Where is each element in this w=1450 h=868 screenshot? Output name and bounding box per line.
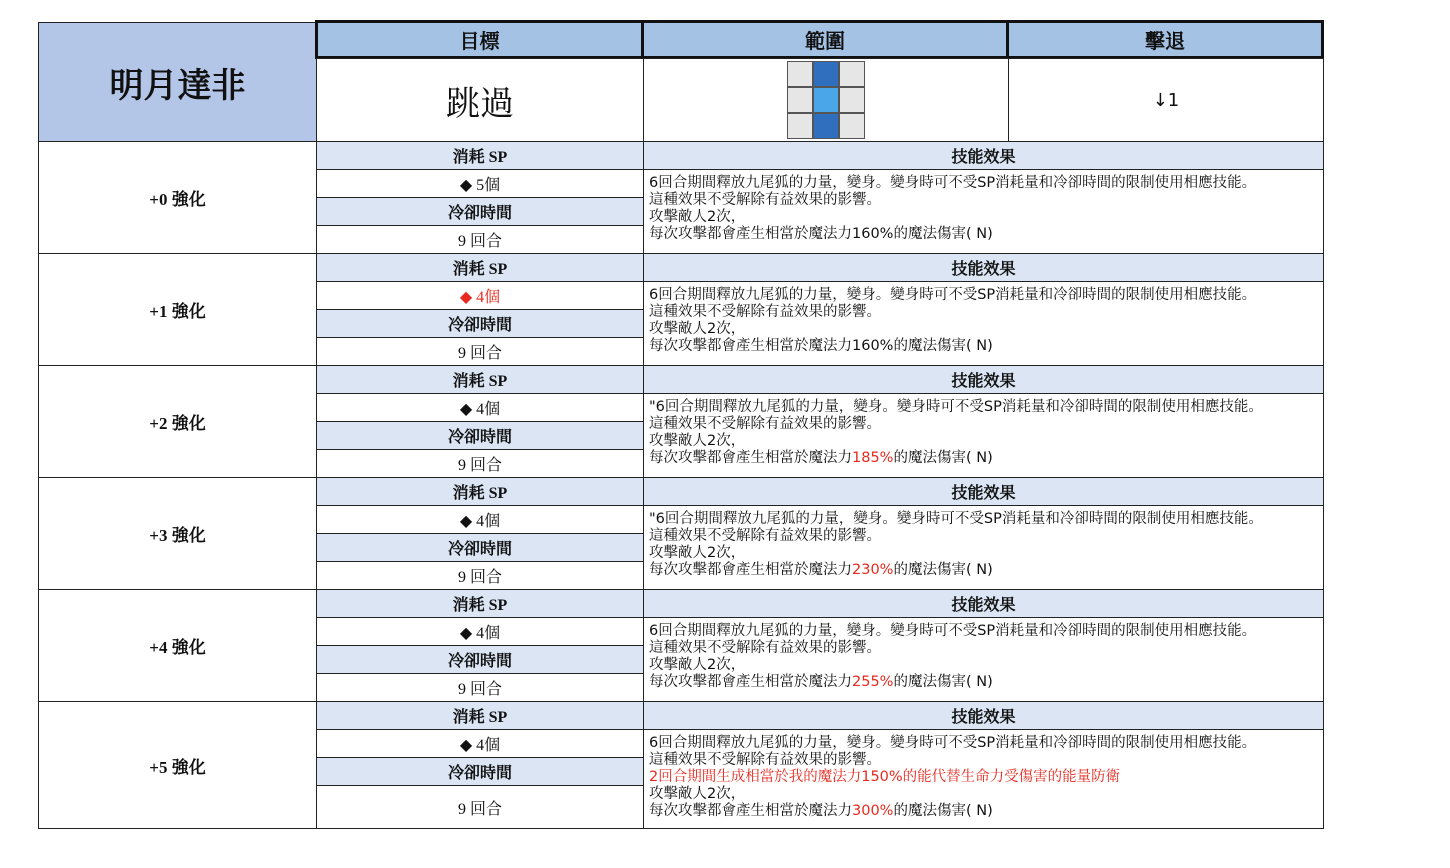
effect-damage-line <box>649 562 1319 579</box>
range-cell-target <box>814 62 838 86</box>
effect-damage-line <box>649 803 1319 820</box>
range-cell-empty <box>788 88 812 112</box>
effect-line: 攻擊敵人2次， <box>649 321 746 337</box>
range-cell-empty <box>840 62 864 86</box>
sp-header: 消耗 SP <box>316 589 644 618</box>
effect-damage-line <box>649 226 1319 243</box>
sp-header: 消耗 SP <box>316 365 644 394</box>
range-cell <box>643 58 1009 142</box>
skill-name: 明月達非 <box>38 22 317 142</box>
effect-header: 技能效果 <box>643 365 1324 394</box>
effect-line: 這種效果不受解除有益效果的影響。 <box>649 304 881 320</box>
effect-description <box>643 729 1324 829</box>
damage-suffix: 的魔法傷害( N) <box>893 450 993 466</box>
sp-header: 消耗 SP <box>316 141 644 170</box>
damage-suffix: 的魔法傷害( N) <box>893 674 993 690</box>
sp-value: ◆ 4個 <box>316 617 644 646</box>
damage-prefix: 每次攻擊都會產生相當於魔法力 <box>649 450 852 466</box>
effect-line: 攻擊敵人2次， <box>649 545 746 561</box>
effect-header: 技能效果 <box>643 141 1324 170</box>
cooldown-value: 9 回合 <box>316 449 644 478</box>
damage-prefix: 每次攻擊都會產生相當於魔法力 <box>649 226 852 242</box>
cooldown-header: 冷卻時間 <box>316 645 644 674</box>
effect-line: 6回合期間釋放九尾狐的力量，變身。變身時可不受SP消耗量和冷卻時間的限制使用相應技能。 <box>649 623 1257 639</box>
damage-suffix: 的魔法傷害( N) <box>893 562 993 578</box>
effect-description <box>643 393 1324 478</box>
effect-line: 6回合期間釋放九尾狐的力量，變身。變身時可不受SP消耗量和冷卻時間的限制使用相應技能。 <box>649 735 1257 751</box>
sp-header: 消耗 SP <box>316 701 644 730</box>
knockback-header: 擊退 <box>1006 20 1324 59</box>
effect-header: 技能效果 <box>643 589 1324 618</box>
damage-percent: 230% <box>852 562 894 578</box>
sp-value: ◆ 5個 <box>316 169 644 198</box>
cooldown-header: 冷卻時間 <box>316 309 644 338</box>
damage-suffix: 的魔法傷害( N) <box>893 338 993 354</box>
effect-line: 這種效果不受解除有益效果的影響。 <box>649 752 881 768</box>
effect-line: 攻擊敵人2次， <box>649 657 746 673</box>
cooldown-value: 9 回合 <box>316 785 644 829</box>
effect-damage-line <box>649 674 1319 691</box>
level-label: +2 強化 <box>38 365 317 478</box>
damage-percent: 255% <box>852 674 894 690</box>
level-label: +3 強化 <box>38 477 317 590</box>
cooldown-value: 9 回合 <box>316 561 644 590</box>
damage-suffix: 的魔法傷害( N) <box>893 226 993 242</box>
effect-line: 攻擊敵人2次， <box>649 209 746 225</box>
range-cell-target <box>814 114 838 138</box>
sp-value: ◆ 4個 <box>316 505 644 534</box>
damage-percent: 300% <box>852 803 894 819</box>
effect-line: 這種效果不受解除有益效果的影響。 <box>649 640 881 656</box>
effect-line: 這種效果不受解除有益效果的影響。 <box>649 528 881 544</box>
range-header: 範圍 <box>641 20 1009 59</box>
effect-line: "6回合期間釋放九尾狐的力量，變身。變身時可不受SP消耗量和冷卻時間的限制使用相應技能。 <box>649 511 1263 527</box>
knockback-value: ↓1 <box>1008 58 1324 142</box>
effect-description <box>643 505 1324 590</box>
effect-line: 這種效果不受解除有益效果的影響。 <box>649 192 881 208</box>
effect-header: 技能效果 <box>643 701 1324 730</box>
sp-header: 消耗 SP <box>316 477 644 506</box>
effect-line: 攻擊敵人2次， <box>649 786 746 802</box>
effect-damage-line <box>649 338 1319 355</box>
sp-value: ◆ 4個 <box>316 729 644 758</box>
effect-description <box>643 617 1324 702</box>
sp-value: ◆ 4個 <box>316 281 644 310</box>
cooldown-header: 冷卻時間 <box>316 197 644 226</box>
effect-header: 技能效果 <box>643 253 1324 282</box>
effect-damage-line <box>649 450 1319 467</box>
range-cell-empty <box>840 88 864 112</box>
damage-prefix: 每次攻擊都會產生相當於魔法力 <box>649 674 852 690</box>
range-grid <box>787 61 865 139</box>
effect-line: "6回合期間釋放九尾狐的力量，變身。變身時可不受SP消耗量和冷卻時間的限制使用相應技能。 <box>649 399 1263 415</box>
level-label: +1 強化 <box>38 253 317 366</box>
cooldown-value: 9 回合 <box>316 337 644 366</box>
sp-header: 消耗 SP <box>316 253 644 282</box>
cooldown-value: 9 回合 <box>316 225 644 254</box>
effect-description <box>643 281 1324 366</box>
range-cell-empty <box>788 62 812 86</box>
level-label: +0 強化 <box>38 141 317 254</box>
range-cell-empty <box>840 114 864 138</box>
effect-description <box>643 169 1324 254</box>
effect-line: 這種效果不受解除有益效果的影響。 <box>649 416 881 432</box>
effect-header: 技能效果 <box>643 477 1324 506</box>
target-value: 跳過 <box>316 58 644 142</box>
effect-line-highlight: 2回合期間生成相當於我的魔法力150%的能代替生命力受傷害的能量防衛 <box>649 769 1121 785</box>
damage-suffix: 的魔法傷害( N) <box>893 803 993 819</box>
damage-percent: 160% <box>852 226 894 242</box>
damage-percent: 160% <box>852 338 894 354</box>
range-cell-center <box>814 88 838 112</box>
target-header: 目標 <box>315 20 644 59</box>
damage-prefix: 每次攻擊都會產生相當於魔法力 <box>649 562 852 578</box>
sp-value: ◆ 4個 <box>316 393 644 422</box>
damage-prefix: 每次攻擊都會產生相當於魔法力 <box>649 338 852 354</box>
level-label: +5 強化 <box>38 701 317 829</box>
damage-percent: 185% <box>852 450 894 466</box>
cooldown-header: 冷卻時間 <box>316 757 644 786</box>
cooldown-header: 冷卻時間 <box>316 421 644 450</box>
range-cell-empty <box>788 114 812 138</box>
damage-prefix: 每次攻擊都會產生相當於魔法力 <box>649 803 852 819</box>
effect-line: 攻擊敵人2次， <box>649 433 746 449</box>
effect-line: 6回合期間釋放九尾狐的力量，變身。變身時可不受SP消耗量和冷卻時間的限制使用相應技能。 <box>649 287 1257 303</box>
cooldown-value: 9 回合 <box>316 673 644 702</box>
level-label: +4 強化 <box>38 589 317 702</box>
cooldown-header: 冷卻時間 <box>316 533 644 562</box>
effect-line: 6回合期間釋放九尾狐的力量，變身。變身時可不受SP消耗量和冷卻時間的限制使用相應技能。 <box>649 175 1257 191</box>
